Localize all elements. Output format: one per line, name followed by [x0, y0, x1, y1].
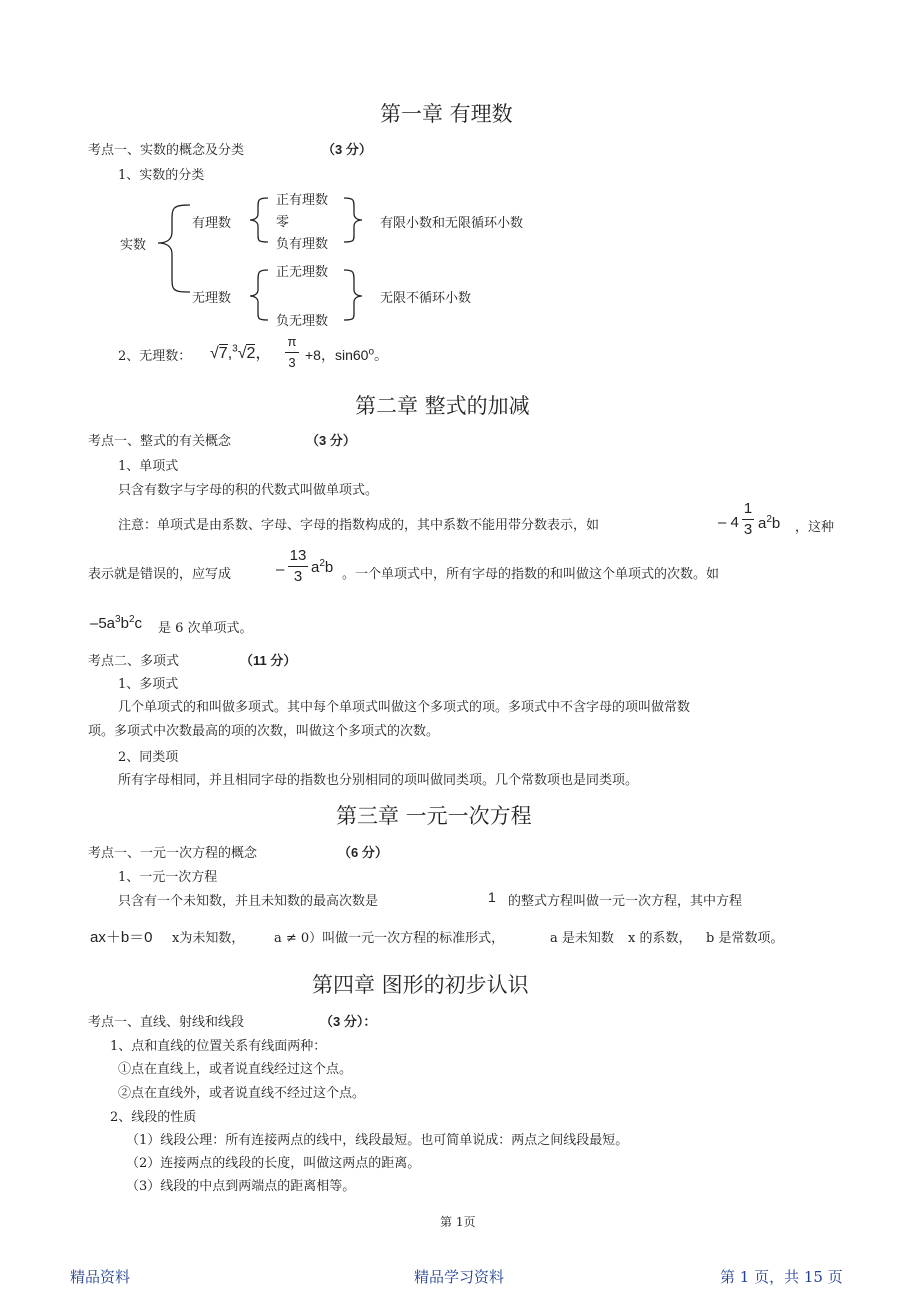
property-2: （2）连接两点的线段的长度，叫做这两点的距离。 — [126, 1156, 421, 1171]
kp1-label: 考点一、实数的概念及分类 — [88, 143, 245, 158]
footer-center: 精品学习资料 — [414, 1268, 505, 1286]
sin60: sin60 — [334, 347, 369, 363]
monomial-definition: 只含有数字与字母的积的代数式叫做单项式。 — [118, 483, 379, 498]
line2-start: 表示就是错误的，应写成 — [88, 567, 232, 582]
kp1-score: （3 分） — [306, 433, 356, 448]
cbrt2-value: 2 — [246, 345, 256, 362]
nonzero-condition: a ≠ 0）叫做一元一次方程的标准形式， — [274, 931, 505, 946]
property-1: （1）线段公理：所有连接两点的线中，线段最短。也可简单说成：两点之间线段最短。 — [126, 1133, 629, 1148]
fraction-denominator: 3 — [743, 521, 753, 538]
pi-denominator: 3 — [288, 355, 296, 370]
section-heading: 1、实数的分类 — [118, 168, 205, 183]
unknown-note: x为未知数， — [172, 931, 245, 946]
coefficient-note: a 是未知数 — [550, 931, 614, 946]
degree-example — [90, 614, 142, 632]
coefficient-a: –5a — [90, 615, 116, 632]
mixed-number-whole: – 4 — [718, 514, 739, 531]
pi-over-3 — [285, 333, 299, 372]
polynomial-line1: 几个单项式的和叫做多项式。其中每个单项式叫做这个多项式的项。多项式中不含字母的项叫做常数 — [118, 700, 691, 715]
section-heading: 2、同类项 — [118, 750, 179, 765]
footer-left: 精品资料 — [70, 1268, 131, 1286]
monomial-example2 — [311, 558, 333, 576]
highest-degree: 1 — [488, 889, 496, 905]
variable-b: b — [324, 559, 334, 576]
tree-root: 实数 — [120, 238, 147, 253]
x-coefficient-note: x 的系数， — [628, 931, 692, 946]
exponent: 2 — [319, 558, 325, 569]
cbrt-index: 3 — [232, 343, 238, 355]
separator2: ， — [255, 345, 272, 362]
kp1-score: （6 分） — [338, 845, 388, 860]
pi-numerator: π — [287, 334, 297, 349]
tree-irrational: 无理数 — [192, 291, 232, 306]
kp2-label: 考点二、多项式 — [88, 654, 180, 669]
tree-rational-desc: 有限小数和无限循环小数 — [380, 216, 524, 231]
constant-note: b 是常数项。 — [706, 931, 784, 946]
like-terms-definition: 所有字母相同，并且相同字母的指数也分别相同的项叫做同类项。几个常数项也是同类项。 — [118, 773, 639, 788]
relation-item-1: ①点在直线上，或者说直线经过这个点。 — [118, 1062, 353, 1077]
section-heading: 1、点和直线的位置关系有线面两种： — [110, 1039, 327, 1054]
tree-neg-rational: 负有理数 — [276, 237, 329, 252]
chapter1-title: 第一章 有理数 — [380, 102, 513, 126]
chapter4-title: 第四章 图形的初步认识 — [312, 973, 529, 997]
degree-example-tail: 是 6 次单项式。 — [158, 621, 253, 636]
equation-definition: 只含有一个未知数，并且未知数的最高次数是 — [118, 894, 379, 909]
kp2-score: （11 分） — [240, 653, 297, 668]
plus8: +8， — [305, 347, 335, 363]
tree-irrational-desc: 无限不循环小数 — [380, 291, 472, 306]
footer-right: 第 1 页，共 15 页 — [720, 1268, 843, 1286]
section-heading: 2、线段的性质 — [110, 1110, 197, 1125]
relation-item-2: ②点在直线外，或者说直线不经过这个点。 — [118, 1086, 366, 1101]
property-3: （3）线段的中点到两端点的距离相等。 — [126, 1179, 356, 1194]
page-number: 第 1页 — [440, 1215, 476, 1229]
cube-radical-sign: √ — [237, 345, 247, 362]
standard-equation: ax＋b＝0 — [90, 929, 153, 946]
variable-c: c — [134, 615, 142, 632]
section-heading: 1、单项式 — [118, 459, 179, 474]
variable-b: b — [120, 615, 129, 632]
exponent1: 3 — [115, 614, 121, 625]
tree-pos-irrational: 正无理数 — [276, 265, 329, 280]
line2-tail: 。一个单项式中，所有字母的指数的和叫做这个单项式的次数。如 — [342, 567, 720, 582]
classification-braces — [0, 0, 920, 340]
irrational-tail — [305, 345, 388, 365]
brace-rational-right — [344, 198, 362, 242]
separator: , — [227, 345, 233, 362]
kp1-label: 考点一、一元一次方程的概念 — [88, 846, 258, 861]
tree-pos-rational: 正有理数 — [276, 193, 329, 208]
note-tail: ，这种 — [795, 520, 835, 535]
brace-rational-left — [250, 198, 268, 242]
brace-real — [158, 205, 190, 292]
kp1-score: （3 分）： — [320, 1014, 377, 1029]
period: 。 — [374, 347, 388, 363]
degree-sign: o — [368, 346, 374, 358]
sqrt7-value: 7 — [218, 345, 228, 362]
polynomial-line2: 项。多项式中次数最高的项的次数，叫做这个多项式的次数。 — [88, 724, 440, 739]
exponent2: 2 — [128, 614, 135, 625]
variable-b: b — [771, 515, 781, 532]
tree-neg-irrational: 负无理数 — [276, 314, 329, 329]
fraction-numerator: 1 — [743, 500, 753, 517]
radical-sign: √ — [210, 345, 219, 362]
variable-a: a — [758, 515, 767, 532]
fraction-13-3 — [288, 547, 308, 586]
mixed-number-fraction — [742, 500, 754, 539]
fraction-numerator: 13 — [289, 547, 307, 564]
section-heading: 1、多项式 — [118, 677, 179, 692]
tree-zero: 零 — [276, 215, 290, 230]
brace-irrational-left — [250, 270, 268, 320]
variable-a: a — [311, 559, 320, 576]
monomial-example1 — [758, 514, 780, 532]
kp1-label: 考点一、整式的有关概念 — [88, 434, 232, 449]
kp1-score: （3 分） — [322, 142, 372, 157]
sqrt-expression — [210, 340, 271, 363]
chapter3-title: 第三章 一元一次方程 — [336, 804, 532, 828]
exponent: 2 — [766, 514, 772, 525]
tree-rational: 有理数 — [192, 216, 232, 231]
chapter2-title: 第二章 整式的加减 — [355, 394, 530, 418]
minus-sign: – — [276, 561, 285, 578]
monomial-note: 注意：单项式是由系数、字母、字母的指数构成的，其中系数不能用带分数表示，如 — [118, 518, 600, 533]
equation-definition-tail: 的整式方程叫做一元一次方程，其中方程 — [508, 894, 743, 909]
fraction-denominator: 3 — [293, 568, 303, 585]
irrational-label: 2、无理数： — [118, 349, 192, 364]
brace-irrational-right — [344, 270, 362, 320]
kp1-label: 考点一、直线、射线和线段 — [88, 1015, 245, 1030]
section-heading: 1、一元一次方程 — [118, 870, 218, 885]
